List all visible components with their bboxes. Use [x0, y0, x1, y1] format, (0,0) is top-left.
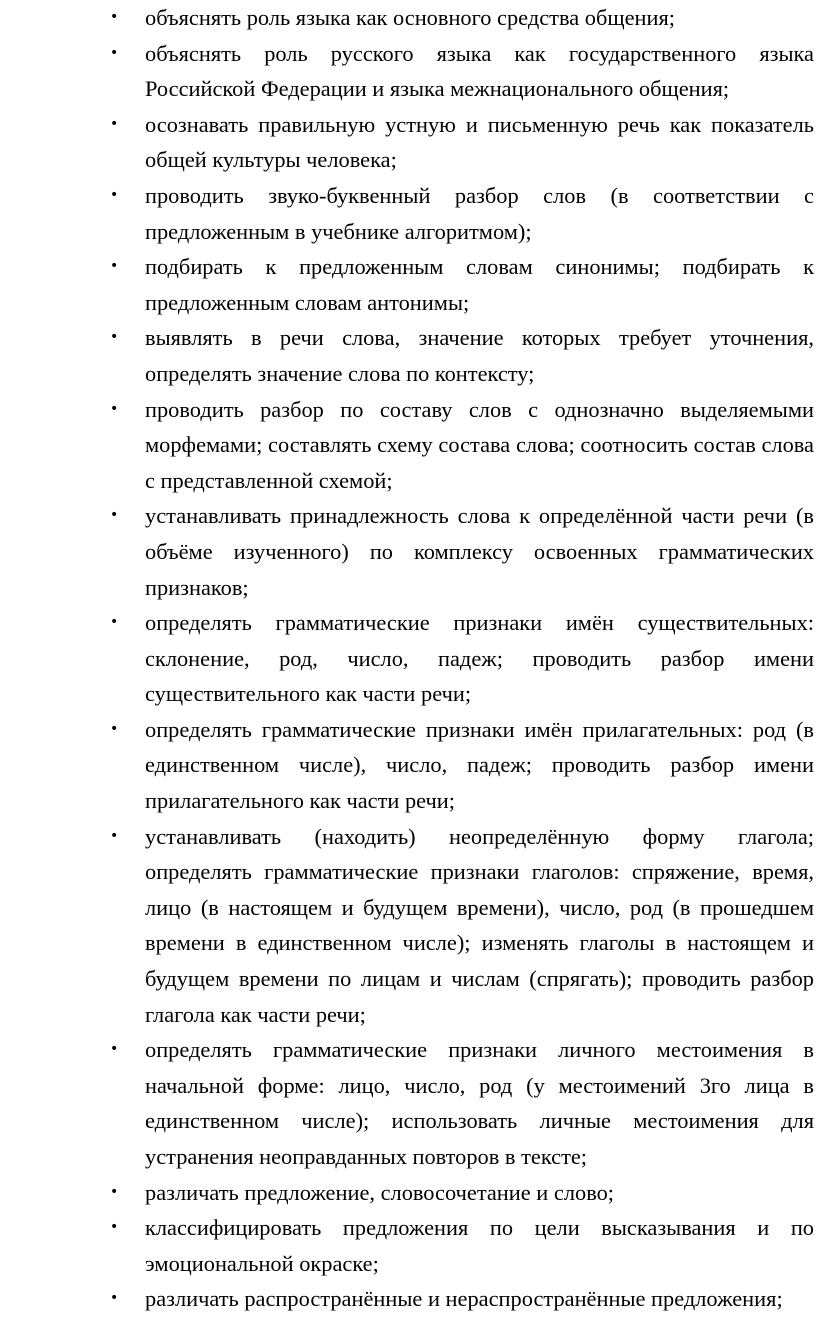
bullet-icon: • [110, 1290, 119, 1307]
bullet-icon: • [110, 258, 119, 275]
list-item [0, 1175, 816, 1211]
list-item [0, 392, 816, 499]
bullet-icon: • [110, 400, 119, 417]
bullet-icon: • [110, 507, 119, 524]
bullet-icon: • [110, 44, 119, 61]
list-item [0, 819, 816, 1033]
list-item [0, 0, 816, 36]
list-item-text: объяснять роль языка как основного средства общения; [145, 5, 676, 30]
list-item-text: проводить разбор по составу слов с однозначно выделяемыми морфемами; составлять схему состава слова; соотносить состав слова с представленной схемой; [145, 396, 814, 493]
list-item [0, 107, 816, 178]
list-item [0, 178, 816, 249]
list-item [0, 1281, 816, 1317]
list-item-text: определять грамматические признаки личного местоимения в начальной форме: лицо, число, род (у местоимений 3го лица в единственном числе); использовать личные местоимения для устранения неоправданных повторов в тексте; [145, 1037, 814, 1169]
list-item [0, 1032, 816, 1174]
bullet-icon: • [110, 1041, 119, 1058]
list-item-text: объяснять роль русского языка как государственного языка Российской Федерации и языка межнационального общения; [145, 40, 814, 102]
bullet-icon: • [110, 614, 119, 631]
bullet-icon: • [110, 1183, 119, 1200]
list-item-text: различать распространённые и нераспространённые предложения; [145, 1286, 783, 1312]
bullet-icon: • [110, 329, 119, 346]
list-item-text: классифицировать предложения по цели высказывания и по эмоциональной окраске; [145, 1215, 814, 1276]
list-item [0, 498, 816, 605]
list-item [0, 712, 816, 819]
list-item-text: выявлять в речи слова, значение которых требует уточнения, определять значение слова по контексту; [145, 325, 814, 386]
list-item-text: подбирать к предложенным словам синонимы; подбирать к предложенным словам антонимы; [145, 254, 814, 315]
list-item [0, 1210, 816, 1281]
list-item [0, 605, 816, 712]
bullet-icon: • [110, 9, 119, 25]
list-item-text: различать предложение, словосочетание и слово; [145, 1179, 615, 1205]
list-item [0, 36, 816, 107]
list-item [0, 249, 816, 320]
list-item-text: осознавать правильную устную и письменную речь как показатель общей культуры человека; [145, 111, 814, 173]
list-item-text: определять грамматические признаки имён прилагательных: род (в единственном числе), число, падеж; проводить разбор имени прилагательного как части речи; [145, 716, 814, 814]
bullet-icon: • [110, 827, 119, 844]
bullet-icon: • [110, 115, 119, 132]
list-item-text: устанавливать (находить) неопределённую форму глагола; определять грамматические признаки глаголов: спряжение, время, лицо (в настоящем и будущем времени), число, род (в прошедшем времени в единственном числе); изменять глаголы в настоящем и будущем времени по лицам и числам (спрягать); проводить разбор глагола как части речи; [145, 823, 814, 1027]
list-item-text: определять грамматические признаки имён существительных: склонение, род, число, падеж; проводить разбор имени существительного как части речи; [145, 610, 814, 707]
bullet-icon: • [110, 1219, 119, 1236]
bullet-icon: • [110, 720, 119, 737]
bullet-icon: • [110, 186, 119, 203]
list-item-text: проводить звуко-буквенный разбор слов (в соответствии с предложенным в учебнике алгоритмом); [145, 182, 814, 244]
list-item-text: устанавливать принадлежность слова к определённой части речи (в объёме изученного) по комплексу освоенных грамматических признаков; [145, 503, 814, 600]
list-item [0, 320, 816, 391]
